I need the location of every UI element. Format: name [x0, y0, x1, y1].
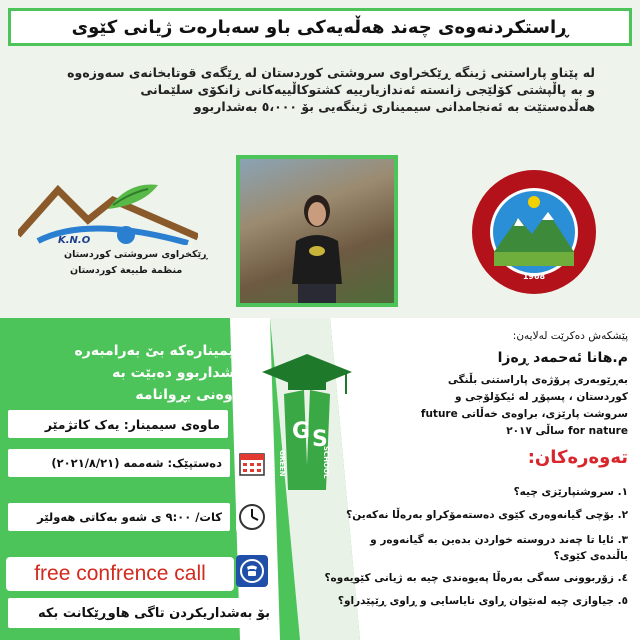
presented-by: پێشکەش دەکرێت لەلایەن:	[512, 330, 628, 342]
kno-name-ku: ڕێکخراوی سروشتی کوردستان	[64, 249, 208, 260]
presenter-bio-line: بەڕێوبەری پرۆژەی پاراستنی بڵنگی	[447, 374, 628, 386]
presenter-bio-line: for nature ساڵی ٢٠١٧	[506, 425, 628, 437]
university-year: 1968	[522, 272, 546, 281]
gs-school-label: SCHOOL	[322, 446, 330, 479]
notice-line: بەشداربوو دەبێت بە	[112, 365, 248, 381]
kno-name-ar: منظمة طبيعة كوردستان	[70, 265, 183, 276]
person-figure	[288, 189, 346, 307]
notice-line: سیمینارەکە بێ بەرامبەرە	[74, 343, 248, 359]
topic-item: ٢. بۆچی گیانەوەری کێوی دەستەمۆکراو بەرەڵا نەکەین؟	[346, 509, 628, 521]
seminar-notice	[18, 340, 248, 406]
gs-letter-g: G	[292, 419, 311, 444]
university-logo	[470, 168, 598, 296]
intro-paragraph	[67, 64, 595, 115]
topics-title: تەوەرەکان:	[527, 447, 628, 468]
page-title: ڕاستکردنەوەی چەند هەڵەیەکی باو سەبارەت ژیانی کێوی	[71, 16, 569, 38]
intro-line: لە پێناو پاراستنی ژینگە ڕێکخراوی سروشتی کوردستان لە ڕێگەی قوتابخانەی سەوزەوە	[67, 65, 595, 80]
notice-line: خاوەنی بڕوانامە	[135, 387, 248, 403]
topic-item: ٣. ئایا تا چەند دروستە خواردن بدەین بە گیانەوەر و باڵندەی کێوی؟	[370, 534, 628, 562]
presenter-photo	[236, 155, 398, 307]
presenter-bio-line: سروشت پارێزی، براوەی خەڵاتی future	[420, 408, 628, 420]
time-text: کات/ ٩:٠٠ ی شەو بەکاتی هەولێر	[37, 510, 222, 524]
kno-abbr: K.N.O	[58, 235, 91, 246]
kno-logo	[18, 175, 208, 285]
conference-call-label	[6, 557, 234, 591]
green-school-logo	[262, 350, 362, 500]
clock-icon	[236, 501, 268, 533]
time-box	[8, 503, 230, 531]
kno-mountain-icon	[18, 175, 198, 245]
intro-line: هەڵدەستێت بە ئەنجامدانی سیمیناری ژینگەیی بۆ ٥،٠٠٠ بەشداربوو	[193, 99, 595, 114]
start-box	[8, 449, 230, 477]
gs-green-label: GREEN	[278, 450, 286, 477]
presenter-bio-line: کوردستان ، پسپۆڕ لە ئیکۆلۆجی و	[454, 391, 628, 403]
gs-letter-s: S	[312, 427, 328, 452]
topic-item: ١. سروشتپارێزی چیە؟	[513, 486, 628, 498]
page-title-banner	[8, 8, 632, 46]
phone-icon	[236, 555, 268, 587]
presenter-name: م.هانا ئەحمەد ڕەزا	[497, 350, 628, 366]
duration-box	[8, 410, 228, 438]
register-text: بۆ بەشداریکردن تاگی هاوڕێکانت بکە	[37, 605, 270, 621]
graduation-cap-icon	[262, 350, 362, 500]
register-box	[8, 598, 278, 628]
start-text: دەستپێک: شەممە (٢٠٢١/٨/٢١)	[51, 456, 222, 470]
topic-item: ٥. جیاوازی چیە لەنێوان ڕاوی نایاسایی و ڕاوی ڕێپێدراو؟	[337, 595, 628, 607]
topic-item: ٤. زۆربوونی سەگی بەرەڵا پەیوەندی چیە بە ژیانی کێویەوە؟	[324, 572, 628, 584]
call-text: free confrence call	[34, 562, 206, 585]
intro-line: و بە پاڵپشتی کۆلێجی زانستە ئەندازیارییە کشتوکاڵییەکانی زانکۆی سلێمانی	[140, 82, 595, 97]
duration-text: ماوەی سیمینار: یەک کاتژمێر	[44, 416, 220, 432]
